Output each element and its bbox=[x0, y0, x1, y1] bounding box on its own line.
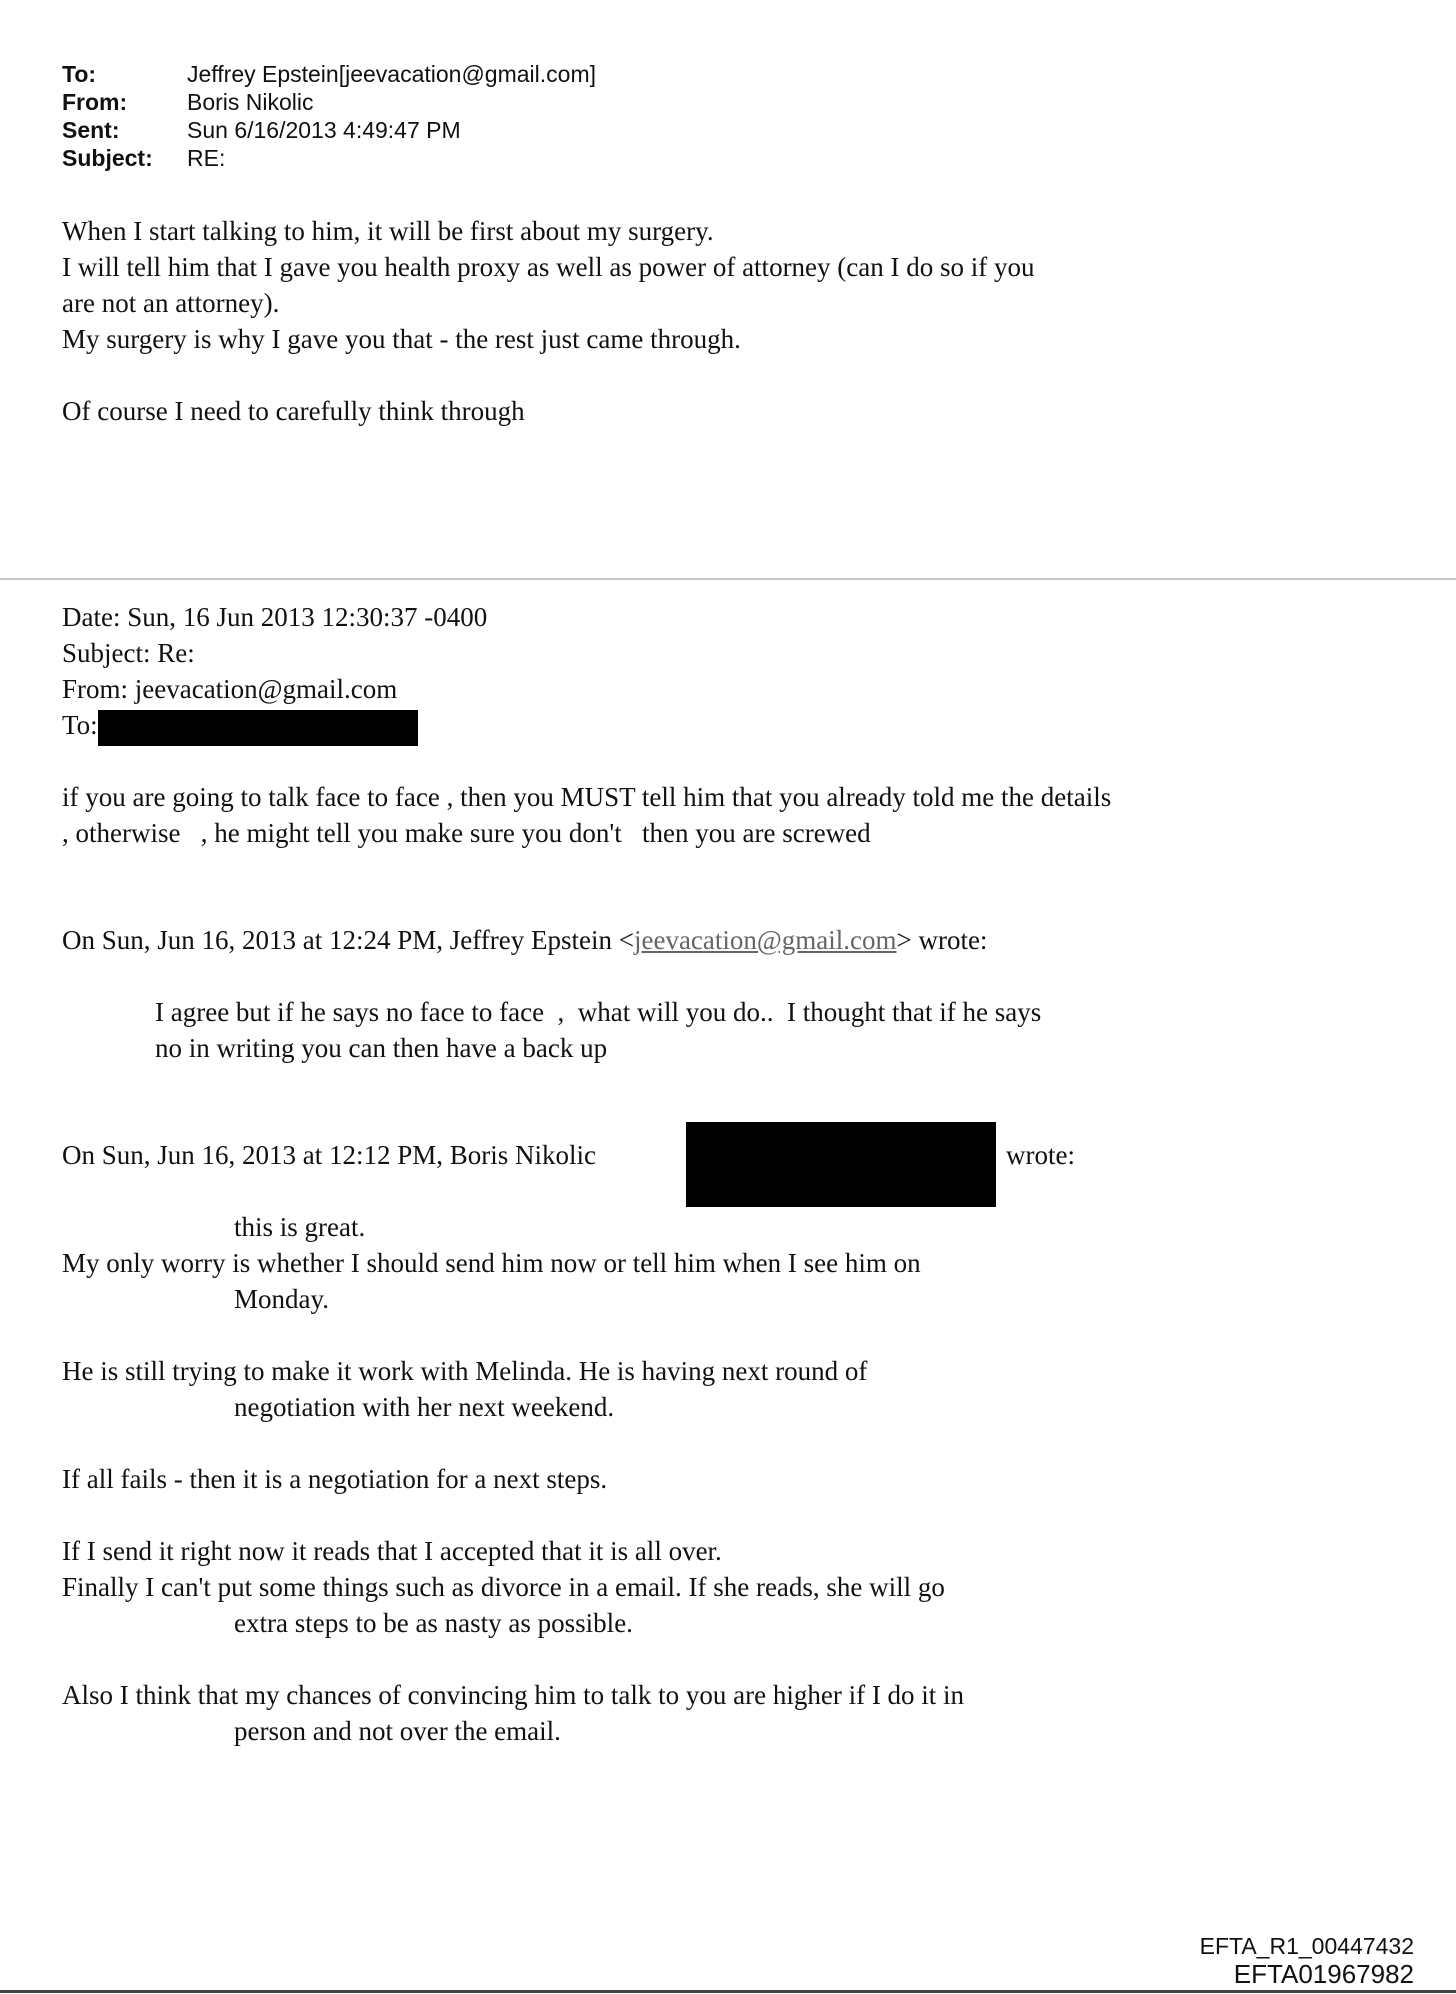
redaction-block bbox=[98, 710, 418, 746]
subject-value: RE: bbox=[187, 145, 226, 171]
body-paragraph: Of course I need to carefully think through bbox=[62, 396, 525, 426]
quote-line: Monday. bbox=[234, 1284, 329, 1314]
quoted-date: Date: Sun, 16 Jun 2013 12:30:37 -0400 bbox=[62, 602, 488, 632]
header-to-row bbox=[62, 60, 596, 88]
attribution-prefix: On Sun, Jun 16, 2013 at 12:24 PM, Jeffrey Epstein < bbox=[62, 925, 634, 955]
attribution-suffix: > wrote: bbox=[896, 925, 988, 955]
quote-line: My only worry is whether I should send him now or tell him when I see him on bbox=[62, 1248, 921, 1278]
quote-line: If all fails - then it is a negotiation for a next steps. bbox=[62, 1464, 608, 1494]
quote-line: extra steps to be as nasty as possible. bbox=[234, 1608, 633, 1638]
attribution-suffix: wrote: bbox=[1006, 1140, 1075, 1170]
doc-id-secondary: EFTA01967982 bbox=[1233, 1959, 1414, 1989]
to-value: Jeffrey Epstein[jeevacation@gmail.com] bbox=[187, 61, 597, 87]
header-sent-row bbox=[62, 116, 596, 144]
sent-value: Sun 6/16/2013 4:49:47 PM bbox=[187, 117, 461, 143]
message-body bbox=[62, 213, 1035, 429]
quote-line: If I send it right now it reads that I accepted that it is all over. bbox=[62, 1536, 722, 1566]
reply-message bbox=[62, 779, 1442, 851]
reply-line: if you are going to talk face to face , then you MUST tell him that you already told me the details bbox=[62, 782, 1112, 812]
quote-line: He is still trying to make it work with Melinda. He is having next round of bbox=[62, 1356, 868, 1386]
quoted-to-row bbox=[62, 707, 487, 746]
page-bottom-rule bbox=[0, 1990, 1456, 1993]
quoted-header bbox=[62, 599, 487, 746]
reply-line: , otherwise , he might tell you make sure you don't then you are screwed bbox=[62, 818, 871, 848]
quote-line: I agree but if he says no face to face , what will you do.. I thought that if he says bbox=[155, 997, 1042, 1027]
quoted-from: From: jeevacation@gmail.com bbox=[62, 674, 398, 704]
attribution-epstein bbox=[62, 922, 987, 958]
quote-line: Also I think that my chances of convincing him to talk to you are higher if I do it in bbox=[62, 1680, 965, 1710]
body-paragraph: are not an attorney). bbox=[62, 288, 280, 318]
email-header bbox=[62, 60, 596, 172]
header-from-row bbox=[62, 88, 596, 116]
header-subject-row bbox=[62, 144, 596, 172]
email-link[interactable]: jeevacation@gmail.com bbox=[633, 925, 897, 955]
attribution-prefix: On Sun, Jun 16, 2013 at 12:12 PM, Boris Nikolic bbox=[62, 1140, 597, 1170]
quoted-to-label: To: bbox=[62, 710, 98, 740]
quote-line: no in writing you can then have a back up bbox=[155, 1033, 608, 1063]
attribution-suffix-wrap bbox=[1006, 1137, 1075, 1173]
document-ids bbox=[1200, 1932, 1414, 1988]
redaction-block bbox=[686, 1122, 996, 1207]
body-paragraph: When I start talking to him, it will be first about my surgery. bbox=[62, 216, 714, 246]
quote-line: negotiation with her next weekend. bbox=[234, 1392, 615, 1422]
quoted-message-1 bbox=[155, 994, 1041, 1066]
quote-line: person and not over the email. bbox=[234, 1716, 561, 1746]
subject-label: Subject: bbox=[62, 145, 153, 171]
from-value: Boris Nikolic bbox=[187, 89, 314, 115]
doc-id-primary: EFTA_R1_00447432 bbox=[1199, 1933, 1414, 1959]
quoted-subject: Subject: Re: bbox=[62, 638, 195, 668]
body-paragraph: I will tell him that I gave you health proxy as well as power of attorney (can I do so if you bbox=[62, 252, 1035, 282]
quoted-message-2 bbox=[62, 1209, 1362, 1749]
quote-line: Finally I can't put some things such as divorce in a email. If she reads, she will go bbox=[62, 1572, 945, 1602]
sent-label: Sent: bbox=[62, 117, 120, 143]
section-divider bbox=[0, 578, 1456, 580]
body-paragraph: My surgery is why I gave you that - the rest just came through. bbox=[62, 324, 741, 354]
attribution-nikolic bbox=[62, 1137, 596, 1173]
quote-line: this is great. bbox=[234, 1212, 366, 1242]
from-label: From: bbox=[62, 89, 128, 115]
to-label: To: bbox=[62, 61, 97, 87]
